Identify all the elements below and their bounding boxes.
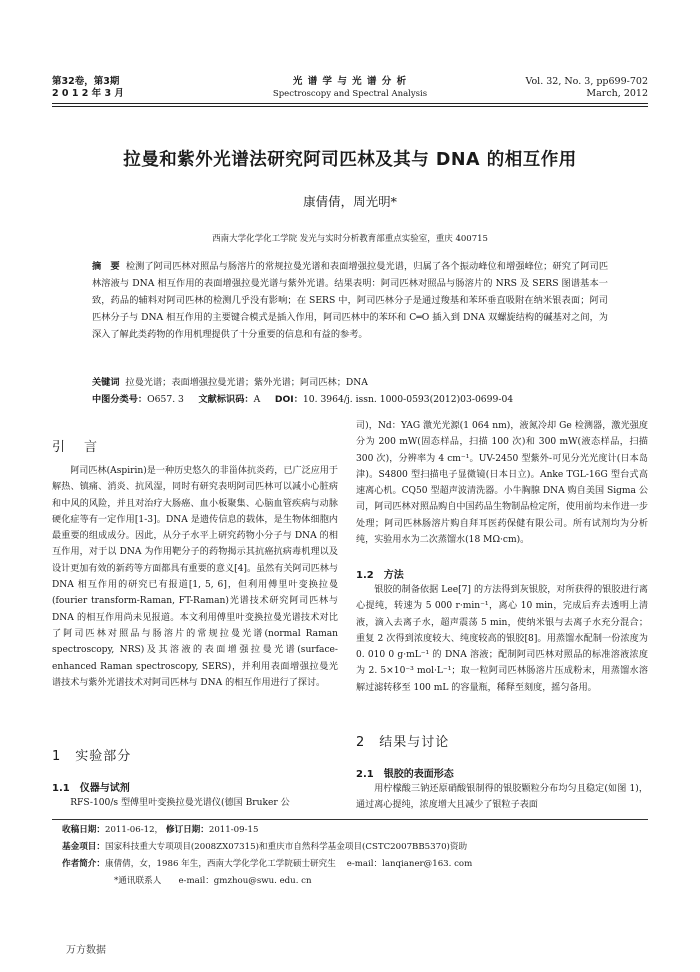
header-rule-thin bbox=[52, 106, 648, 107]
footnote-fund bbox=[62, 839, 648, 856]
clc-label: 中图分类号： bbox=[92, 394, 148, 405]
section21-heading: 2.1 银胶的表面形态 bbox=[356, 769, 454, 780]
revised-value: 2011-09-15 bbox=[208, 825, 259, 835]
header-date-cn: 2 0 1 2 年 3 月 bbox=[52, 88, 124, 99]
footnote-author bbox=[62, 856, 648, 873]
classification bbox=[92, 391, 608, 408]
section11-heading: 1.1 仪器与试剂 bbox=[52, 783, 130, 794]
section11-text: RFS-100/s 型傅里叶变换拉曼光谱仪(德国 Bruker 公 bbox=[70, 798, 290, 808]
doi-value: 10. 3964/j. issn. 1000-0593(2012)03-0699-04 bbox=[302, 394, 514, 405]
clc-value: O657. 3 bbox=[147, 394, 184, 405]
section21-text: 用柠檬酸三钠还原硝酸银制得的银胶颗粒分布均匀且稳定(如图 1)，通过离心提纯，浓度增大且减少了银粒子表面 bbox=[356, 784, 648, 811]
footnote-rule bbox=[52, 819, 648, 820]
doc-code-label: 文献标识码： bbox=[198, 394, 254, 405]
abstract-label: 摘 要 bbox=[92, 261, 120, 272]
paper-title: 拉曼和紫外光谱法研究阿司匹林及其与 DNA 的相互作用 bbox=[123, 150, 577, 170]
footnote-corresponding: *通讯联系人 e-mail：gmzhou@swu. edu. cn bbox=[114, 876, 312, 886]
header-date-en: March, 2012 bbox=[586, 88, 648, 99]
abstract-text: 检测了阿司匹林对照品与肠溶片的常规拉曼光谱和表面增强拉曼光谱，归属了各个振动峰位和增强峰位；研究了阿司匹林溶液与 DNA 相互作用的表面增强拉曼光谱与紫外光谱。结果表明：阿司匹林对照品与肠溶片的 NRS 及 SERS 图谱基本一致，药品的辅料对阿司匹林的检测几乎没有影响；在 SERS 中，阿司匹林分子是通过羧基和苯环垂直吸附在纳米银表面；阿司匹林分子与 DNA 相互作用的主要键合模式是插入作用，阿司匹林中的苯环和 C═O 插入到 DNA 双螺旋结构的碱基对之间，为深入了解此类药物的作用机理提供了十分重要的信息和有益的参考。 bbox=[92, 261, 609, 340]
keywords bbox=[92, 374, 608, 391]
header-journal-en: Spectroscopy and Spectral Analysis bbox=[272, 89, 428, 99]
revised-label: 修订日期： bbox=[165, 825, 209, 835]
section1-heading: 1 实验部分 bbox=[52, 749, 132, 764]
header-rule bbox=[52, 103, 648, 104]
footnote-dates bbox=[62, 822, 648, 839]
fund-label: 基金项目： bbox=[62, 842, 105, 852]
header-volume bbox=[52, 76, 124, 100]
header-issue bbox=[525, 76, 648, 100]
header-volume-en: Vol. 32, No. 3, pp699-702 bbox=[525, 76, 648, 87]
header-volume-cn: 第32卷，第3期 bbox=[52, 76, 120, 87]
paper-affiliation: 西南大学化学化工学院 发光与实时分析教育部重点实验室，重庆 400715 bbox=[212, 234, 488, 244]
watermark-label: 万方数据 bbox=[66, 945, 106, 956]
doc-code-value: A bbox=[253, 394, 261, 405]
author-email: e-mail：lanqianer@163. com bbox=[346, 859, 473, 869]
paper-authors: 康倩倩，周光明* bbox=[303, 194, 397, 209]
keywords-label: 关键词 bbox=[92, 377, 120, 388]
intro-heading: 引 言 bbox=[52, 440, 101, 455]
header-journal-cn: 光 谱 学 与 光 谱 分 析 bbox=[292, 76, 408, 87]
author-value: 康倩倩，女，1986 年生，西南大学化学化工学院硕士研究生 bbox=[104, 859, 336, 869]
keywords-text: 拉曼光谱；表面增强拉曼光谱；紫外光谱；阿司匹林；DNA bbox=[125, 377, 368, 388]
header-journal bbox=[200, 76, 500, 100]
received-value: 2011-06-12， bbox=[104, 825, 164, 835]
abstract bbox=[92, 258, 608, 343]
section12-heading: 1.2 方法 bbox=[356, 570, 404, 581]
received-label: 收稿日期： bbox=[62, 825, 105, 835]
intro-text: 阿司匹林(Aspirin)是一种历史悠久的非甾体抗炎药，已广泛应用于解热、镇痛、消炎、抗风湿，同时有研究表明阿司匹林可以减小心脏病和中风的风险，并且对治疗大肠癌、血小板聚集、心脑血管疾病与动脉硬化症等有一定作用[1-3]。DNA 是遗传信息的载体，是生物体细胞内最重要的组成成分。因此，从分子水平上研究药物小分子与 DNA 的相互作用，对于以 DNA 为作用靶分子的药物揭示其抗癌抗病毒机理以及设计更加有效的新药等方面都具有重要的意义[4]。虽然有关阿司匹林与 DNA 相互作用的研究已有报道[1, 5, 6]，但利用傅里叶变换拉曼(fourier transform-Raman, FT-Raman)光谱技术研究阿司匹林与 DNA 的相互作用尚未见报道。本文利用傅里叶变换拉曼光谱技术对比了阿司匹林对照品与肠溶片的常规拉曼光谱(normal Raman spectroscopy, NRS)及其溶液的表面增强拉曼光谱(surface-enhanced Raman spectroscopy, SERS)，并利用表面增强拉曼光谱技术与紫外光谱技术对阿司匹林与 DNA 的相互作用进行了探讨。 bbox=[52, 466, 338, 688]
right-continued-text: 司)，Nd：YAG 激光光源(1 064 nm)，液氮冷却 Ge 检测器，激光强度分为 200 mW(固态样品，扫描 100 次)和 300 mW(液态样品，扫描 300 次)，分辨率为 4 cm⁻¹。UV-2450 型紫外-可见分光光度计(日本岛津)。S4800 型扫描电子显微镜(日本日立)。Anke TGL-16G 型台式高速离心机。CQ50 型超声波清洗器。小牛胸腺 DNA 购自美国 Sigma 公司，阿司匹林对照品购自中国药品生物制品检定所，使用前均未作进一步处理；阿司匹林肠溶片购自拜耳医药保健有限公司。所有试剂均为分析纯，实验用水为二次蒸馏水(18 MΩ·cm)。 bbox=[356, 421, 648, 546]
section2-heading: 2 结果与讨论 bbox=[356, 735, 450, 750]
footnotes bbox=[62, 822, 648, 890]
author-label: 作者简介： bbox=[62, 859, 105, 869]
section12-text: 银胶的制备依据 Lee[7] 的方法得到灰银胶，对所获得的银胶进行离心提纯，转速为 5 000 r·min⁻¹，离心 10 min，完成后弃去透明上清液，滴入去离子水，超声震荡 5 min，使纳米银与去离子水充分混合；重复 2 次得到浓度较大、纯度较高的银胶[8]。用蒸馏水配制一份浓度为 0. 010 0 g·mL⁻¹ 的 DNA 溶液；配制阿司匹林对照品的标准溶液浓度为 2. 5×10⁻³ mol·L⁻¹；取一粒阿司匹林肠溶片压成粉末，用蒸馏水溶解过滤转移至 100 mL 的容量瓶，稀释至刻度，摇匀备用。 bbox=[356, 585, 648, 693]
doi-label: DOI： bbox=[274, 394, 303, 405]
fund-value: 国家科技重大专项项目(2008ZX07315)和重庆市自然科学基金项目(CSTC2007BB5370)资助 bbox=[104, 842, 468, 852]
